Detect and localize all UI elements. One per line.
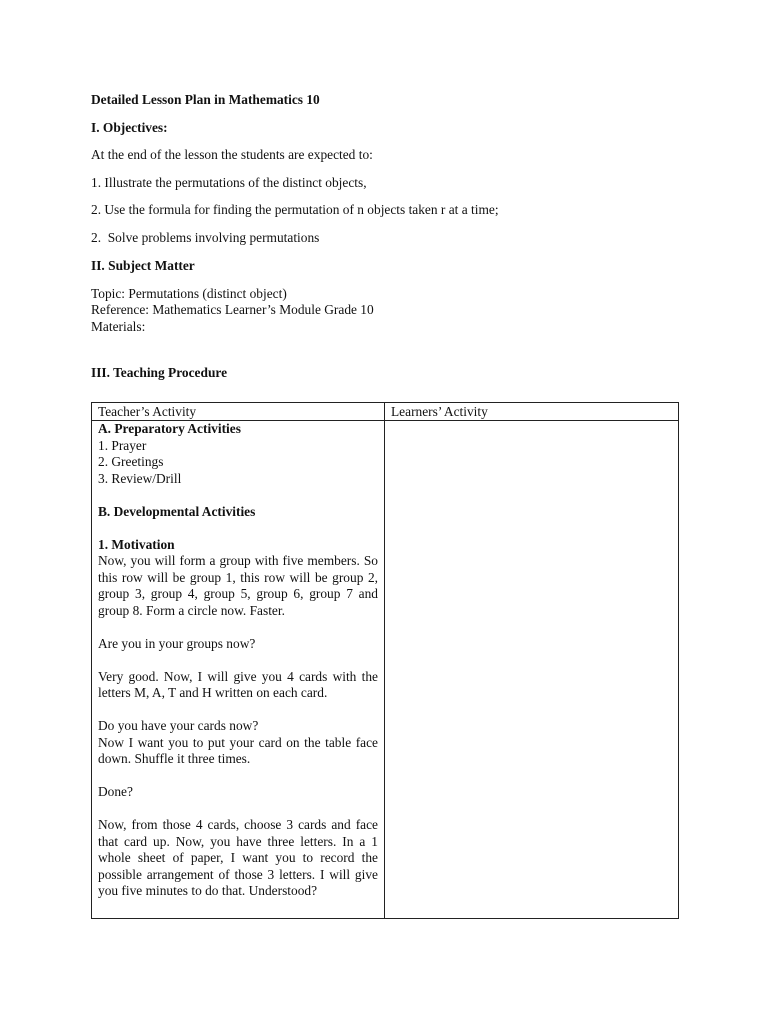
teaching-procedure-heading: III. Teaching Procedure <box>91 365 228 380</box>
preparatory-item: 1. Prayer <box>98 437 147 453</box>
objective-item: 2. Use the formula for finding the permutation of n objects taken r at a time; <box>91 202 499 217</box>
learners-activity-cell <box>385 421 679 919</box>
objectives-intro: At the end of the lesson the students are expected to: <box>91 147 373 162</box>
objective-item: 2. Solve problems involving permutations <box>91 229 320 245</box>
preparatory-item: 2. Greetings <box>98 454 164 469</box>
teacher-activity-header: Teacher’s Activity <box>92 403 385 421</box>
reference-line: Reference: Mathematics Learner’s Module Grade 10 <box>91 302 374 317</box>
motivation-heading: 1. Motivation <box>98 536 175 552</box>
activity-table <box>91 402 679 919</box>
learners-activity-header: Learners’ Activity <box>385 403 679 421</box>
objective-item: 1. Illustrate the permutations of the distinct objects, <box>91 174 367 190</box>
subject-matter-heading: II. Subject Matter <box>91 258 195 273</box>
teacher-paragraph: Now, you will form a group with five members. So this row will be group 1, this row will be group 2, group 3, group 4, group 5, group 6, group 7 and group 8. Form a circle now. Faster. <box>98 553 378 618</box>
objectives-heading: I. Objectives: <box>91 119 168 135</box>
table-header-row <box>92 403 679 421</box>
teacher-paragraph: Now, from those 4 cards, choose 3 cards and face that card up. Now, you have three letters. In a 1 whole sheet of paper, I want you to record the possible arrangement of those 3 letters. I will give you five minutes to do that. Understood? <box>98 817 378 898</box>
teacher-paragraph: Now I want you to put your card on the table face down. Shuffle it three times. <box>98 734 378 766</box>
table-row <box>92 421 679 919</box>
topic-line: Topic: Permutations (distinct object) <box>91 285 287 301</box>
preparatory-heading: A. Preparatory Activities <box>98 421 241 436</box>
teacher-paragraph: Are you in your groups now? <box>98 635 256 651</box>
developmental-heading: B. Developmental Activities <box>98 503 256 519</box>
teacher-paragraph: Done? <box>98 784 133 799</box>
materials-line: Materials: <box>91 318 146 334</box>
teacher-paragraph: Do you have your cards now? <box>98 718 259 733</box>
preparatory-item: 3. Review/Drill <box>98 470 182 486</box>
teacher-activity-cell <box>92 421 385 919</box>
lesson-plan-document <box>91 92 681 382</box>
teacher-paragraph: Very good. Now, I will give you 4 cards with the letters M, A, T and H written on each card. <box>98 668 378 700</box>
document-title: Detailed Lesson Plan in Mathematics 10 <box>91 92 320 107</box>
